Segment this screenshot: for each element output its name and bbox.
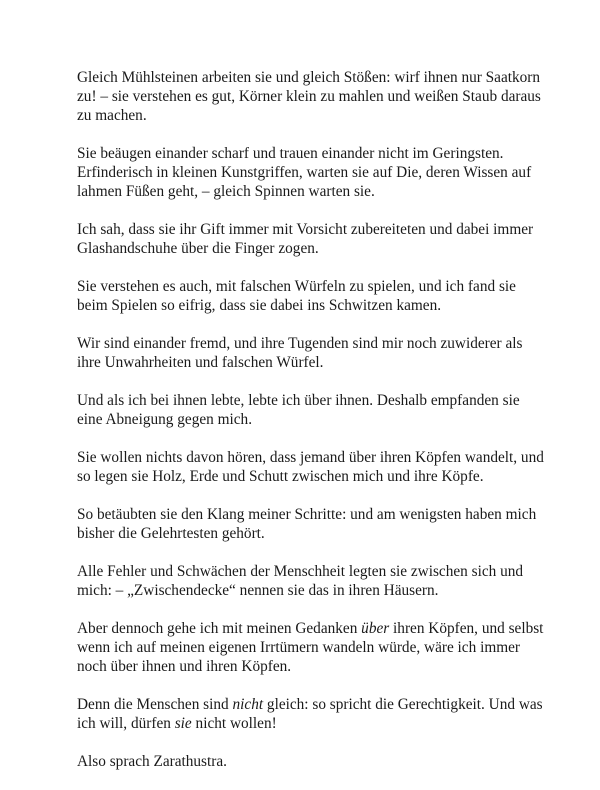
paragraph-11-emphasis-sie: sie bbox=[174, 715, 192, 732]
paragraph-4: Sie verstehen es auch, mit falschen Würfeln zu spielen, und ich fand sie beim Spielen so eifrig, dass sie dabei ins Schwitzen kamen. bbox=[77, 278, 516, 314]
paragraph-6: Und als ich bei ihnen lebte, lebte ich über ihnen. Deshalb empfanden sie eine Abneigung gegen mich. bbox=[77, 392, 520, 428]
paragraph-11-emphasis-nicht: nicht bbox=[232, 696, 264, 713]
paragraph-11-segment-1: Denn die Menschen sind bbox=[77, 696, 233, 713]
paragraph-11 bbox=[77, 695, 547, 733]
paragraph-2: Sie beäugen einander scharf und trauen einander nicht im Geringsten. Erfinderisch in kleinen Kunstgriffen, warten sie auf Die, deren Wissen auf lahmen Füßen geht, – gleich Spinnen warten sie. bbox=[77, 145, 532, 200]
paragraph-10-emphasis-ueber: über bbox=[361, 620, 390, 637]
paragraph-5: Wir sind einander fremd, und ihre Tugenden sind mir noch zuwiderer als ihre Unwahrheiten und falschen Würfel. bbox=[77, 335, 523, 371]
document-page bbox=[77, 68, 547, 790]
paragraph-1: Gleich Mühlsteinen arbeiten sie und gleich Stößen: wirf ihnen nur Saatkorn zu! – sie verstehen es gut, Körner klein zu mahlen und weißen Staub daraus zu machen. bbox=[77, 69, 541, 124]
paragraph-3: Ich sah, dass sie ihr Gift immer mit Vorsicht zubereiteten und dabei immer Glashandschuhe über die Finger zogen. bbox=[77, 221, 534, 257]
closing-line: Also sprach Zarathustra. bbox=[77, 753, 227, 770]
paragraph-10-segment-3: ihren Köpfen, und selbst wenn ich auf meinen eigenen Irrtümern wandeln würde, wäre ich immer noch über ihnen und ihren Köpfen. bbox=[77, 620, 544, 675]
paragraph-9: Alle Fehler und Schwächen der Menschheit legten sie zwischen sich und mich: – „Zwischendecke“ nennen sie das in ihren Häusern. bbox=[77, 563, 524, 599]
paragraph-11-segment-3: gleich: so spricht die Gerechtigkeit. Und was ich will, dürfen bbox=[77, 696, 543, 732]
paragraph-8: So betäubten sie den Klang meiner Schritte: und am wenigsten haben mich bisher die Gelehrtesten gehört. bbox=[77, 506, 537, 542]
paragraph-11-segment-5: nicht wollen! bbox=[191, 715, 277, 732]
paragraph-10-segment-1: Aber dennoch gehe ich mit meinen Gedanken bbox=[77, 620, 362, 637]
paragraph-10 bbox=[77, 619, 547, 676]
paragraph-7: Sie wollen nichts davon hören, dass jemand über ihren Köpfen wandelt, und so legen sie Holz, Erde und Schutt zwischen mich und ihre Köpfe. bbox=[77, 449, 544, 485]
